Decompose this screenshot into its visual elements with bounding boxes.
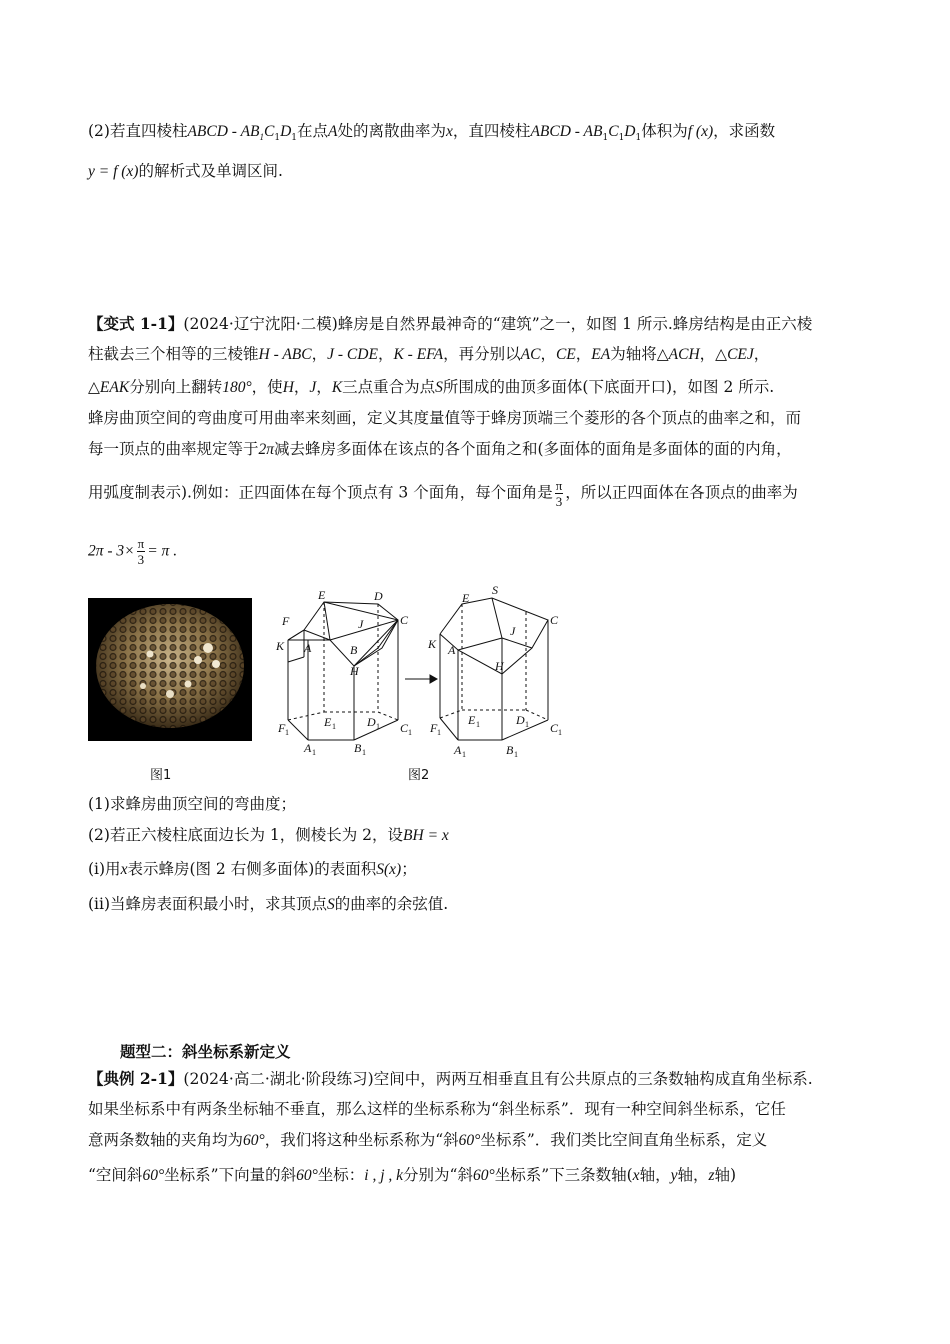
label-F1: F bbox=[278, 721, 286, 735]
label-A: A bbox=[304, 641, 312, 655]
label-E: E bbox=[318, 588, 326, 602]
label-J-right: J bbox=[510, 624, 516, 638]
label-H-right: H bbox=[495, 659, 504, 673]
variant-q2: (2)若正六棱柱底面边长为 1，侧棱长为 2，设BH = x bbox=[88, 826, 449, 844]
label-B1-right: B bbox=[506, 743, 514, 757]
label-C-right: C bbox=[550, 613, 559, 627]
variant-q1: (1)求蜂房曲顶空间的弯曲度； bbox=[88, 795, 296, 813]
variant-line3: △EAK分别向上翻转180°，使H，J，K三点重合为点S所围成的曲顶多面体(下底面开口)，如图 2 所示. bbox=[88, 378, 775, 396]
svg-text:1: 1 bbox=[462, 750, 466, 759]
fraction-pi-over-3: $\frac{\pi}{3}$ bbox=[555, 478, 563, 509]
svg-text:1: 1 bbox=[476, 720, 480, 729]
svg-text:1: 1 bbox=[376, 722, 380, 731]
svg-text:1: 1 bbox=[558, 728, 562, 737]
svg-text:1: 1 bbox=[362, 748, 366, 757]
figure2-caption: 图2 bbox=[408, 768, 430, 783]
variant-line4: 蜂房曲顶空间的弯曲度可用曲率来刻画，定义其度量值等于蜂房顶端三个菱形的各个顶点的曲率之和，而 bbox=[88, 409, 802, 427]
svg-text:1: 1 bbox=[437, 728, 441, 737]
variant-q3: (i)用x表示蜂房(图 2 右侧多面体)的表面积S(x)； bbox=[88, 860, 417, 878]
variant-q4: (ii)当蜂房表面积最小时，求其顶点S的曲率的余弦值. bbox=[88, 895, 449, 913]
label-E-right: E bbox=[462, 591, 470, 605]
section2-line2: 如果坐标系中有两条坐标轴不垂直，那么这样的坐标系称为“斜坐标系”．现有一种空间斜坐标系，它任 bbox=[88, 1100, 786, 1118]
prism-diagram bbox=[270, 582, 590, 762]
figure1-caption: 图1 bbox=[150, 768, 172, 783]
label-S: S bbox=[492, 583, 498, 597]
section2-line1: 【典例 2-1】(2024·高二·湖北·阶段练习)空间中，两两互相垂直且有公共原点的三条数轴构成直角坐标系. bbox=[88, 1069, 813, 1088]
label-H: H bbox=[350, 664, 359, 678]
label-D: D bbox=[374, 589, 383, 603]
honeycomb-photo bbox=[88, 598, 252, 741]
label-A1: A bbox=[304, 741, 312, 755]
label-B: B bbox=[350, 643, 358, 657]
svg-text:1: 1 bbox=[312, 748, 316, 757]
variant-line7: 2π - 3× $\frac{\pi}{3}$ = π . bbox=[88, 536, 178, 567]
label-A1-right: A bbox=[454, 743, 462, 757]
section2-line4: “空间斜60°坐标系”下向量的斜60°坐标：i , j , k分别为“斜60°坐标系”下三条数轴(x轴，y轴，z轴) bbox=[88, 1166, 737, 1184]
fraction-pi-over-3-b: $\frac{\pi}{3}$ bbox=[137, 536, 145, 567]
variant-line1: 【变式 1-1】(2024·辽宁沈阳·二模)蜂房是自然界最神奇的“建筑”之一，如图 1 所示.蜂房结构是由正六棱 bbox=[88, 314, 813, 333]
variant-line6: 用弧度制表示).例如：正四面体在每个顶点有 3 个面角，每个面角是 $\frac{\pi}{3}$ ，所以正四面体在各顶点的曲率为 bbox=[88, 478, 798, 509]
section-heading: 题型二：斜坐标系新定义 bbox=[120, 1042, 291, 1061]
label-K: K bbox=[276, 639, 285, 653]
label-E1: E bbox=[324, 715, 332, 729]
label-D1: D bbox=[367, 715, 376, 729]
label-K-right: K bbox=[428, 637, 437, 651]
q2-line2: y = f (x)的解析式及单调区间. bbox=[88, 162, 283, 180]
label-A-right: A bbox=[448, 643, 456, 657]
label-D1-right: D bbox=[516, 713, 525, 727]
svg-text:1: 1 bbox=[408, 728, 412, 737]
label-J: J bbox=[358, 617, 364, 631]
svg-text:1: 1 bbox=[514, 750, 518, 759]
label-B1: B bbox=[354, 741, 362, 755]
label-F: F bbox=[282, 614, 290, 628]
q2-line1: (2)若直四棱柱ABCD - $AB_1C_1D_1$在点A处的离散曲率为x，直四棱柱ABCD - $AB_1C_1D_1$体积为f (x)，求函数 bbox=[88, 122, 776, 144]
label-F1-right: F bbox=[430, 721, 438, 735]
label-E1-right: E bbox=[468, 713, 476, 727]
label-C1-right: C bbox=[550, 721, 559, 735]
svg-text:1: 1 bbox=[285, 728, 289, 737]
variant-line5: 每一顶点的曲率规定等于2π减去蜂房多面体在该点的各个面角之和(多面体的面角是多面体的面的内角， bbox=[88, 440, 792, 458]
label-C: C bbox=[400, 613, 409, 627]
section2-line3: 意两条数轴的夹角均为60°，我们将这种坐标系称为“斜60°坐标系”．我们类比空间直角坐标系，定义 bbox=[88, 1131, 768, 1149]
variant-line2: 柱截去三个相等的三棱锥H - ABC，J - CDE，K - EFA，再分别以AC，CE，EA为轴将△ACH，△CEJ， bbox=[88, 345, 770, 363]
label-C1: C bbox=[400, 721, 409, 735]
svg-text:1: 1 bbox=[525, 720, 529, 729]
svg-text:1: 1 bbox=[332, 722, 336, 731]
